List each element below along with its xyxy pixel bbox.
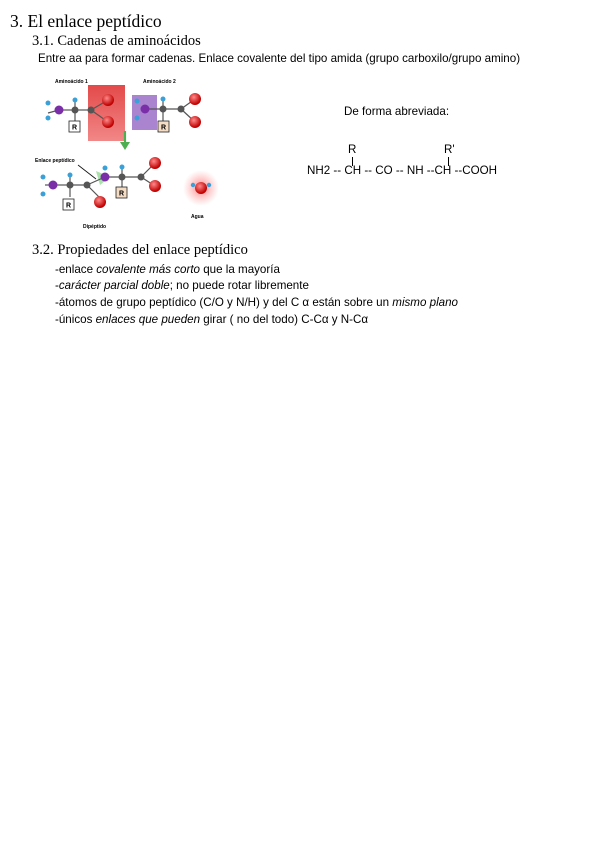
peptide-bond-label: Enlace peptídico — [35, 158, 75, 164]
r-group-2: R — [160, 124, 167, 132]
property-item: -carácter parcial doble; no puede rotar libremente — [55, 279, 309, 292]
aminoacid-2-label: Aminoácido 2 — [143, 79, 176, 85]
property-item: -átomos de grupo peptídico (C/O y N/H) y del C α están sobre un mismo plano — [55, 296, 459, 309]
intro-text: Entre aa para formar cadenas. Enlace covalente del tipo amida (grupo carboxilo/grupo amino) — [38, 52, 521, 65]
subsection-title-properties: 3.2. Propiedades del enlace peptídico — [32, 242, 248, 258]
peptide-bond-diagram — [33, 73, 223, 233]
subsection-title-chains: 3.1. Cadenas de aminoácidos — [32, 33, 201, 49]
aminoacid-1-label: Aminoácido 1 — [55, 79, 88, 85]
property-item: -enlace covalente más corto que la mayoría — [55, 263, 280, 276]
water-label: Agua — [191, 214, 204, 220]
r-group-3: R — [65, 202, 72, 210]
dipeptide-label: Dipéptido — [83, 224, 107, 230]
r-group-4: R — [118, 190, 125, 198]
formula-line: NH2 -- CH -- CO -- NH --CH --COOH — [307, 164, 497, 177]
section-title: 3. El enlace peptídico — [10, 11, 162, 31]
formula-caption: De forma abreviada: — [344, 105, 450, 118]
r-group-1: R — [71, 124, 78, 132]
property-item: -únicos enlaces que pueden girar ( no del todo) C-Cα y N-Cα — [55, 313, 369, 326]
formula-r1: R — [348, 143, 357, 156]
formula-r2: R' — [444, 143, 455, 156]
